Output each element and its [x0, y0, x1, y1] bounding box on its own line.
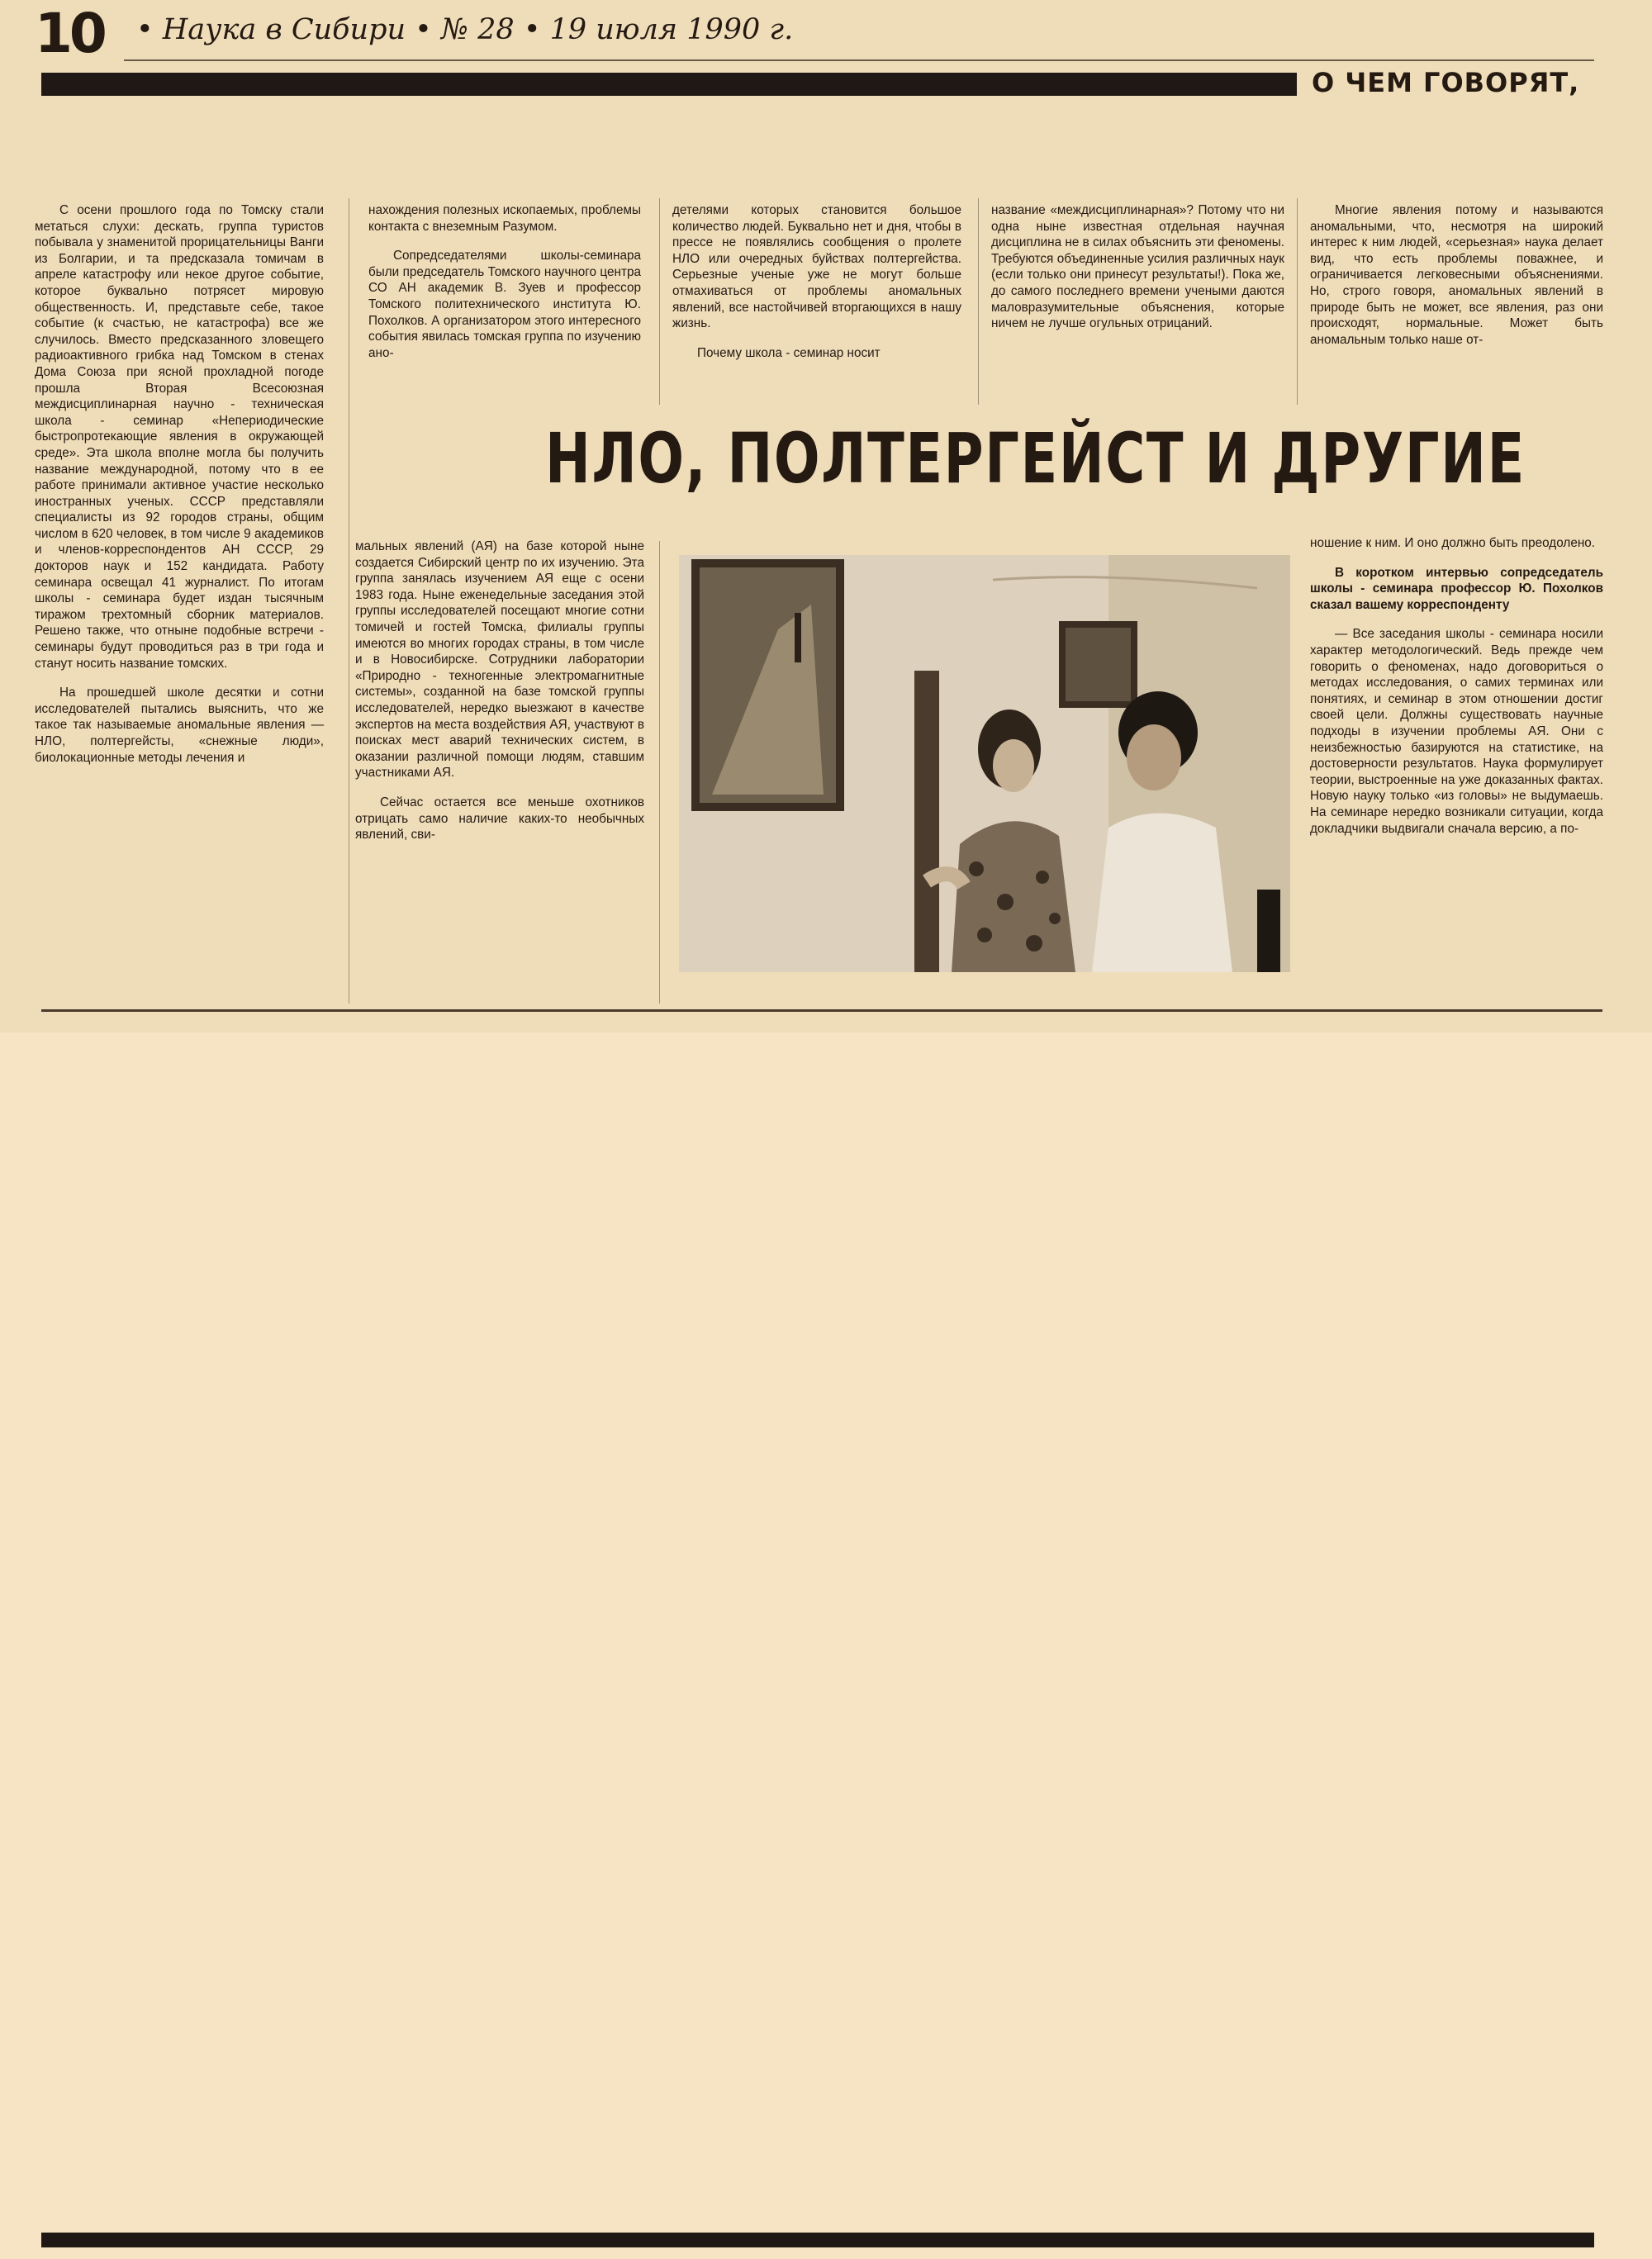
- bottom-rule: [41, 1009, 1602, 1012]
- column-divider: [978, 198, 979, 405]
- paragraph: С осени прошлого года по Томску стали метаться слухи: дескать, группа туристов побывала у знаменитой прорицательницы Ванги из Болгарии, и та предсказала томичам в апреле катастрофу или некое другое событие, которое буквально потрясет мировую общественность. И, представьте себе, такое событие (к счастью, не катастрофа) все же случилось. Вместо предсказанного зловещего радиоактивного грибка над Томском в стенах Дома Союза при ясной прохладной погоде прошла Вторая Всесоюзная междисциплинарная научно - техническая школа - семинар «Непериодические быстропротекающие явления в окружающей среде». Эта школа вполне могла бы получить название международной, потому что в ее работе принимали активное участие несколько иностранных ученых. СССР представляли специалисты из 92 городов страны, общим числом в 620 человек, в том числе 9 академиков и членов-корреспондентов АН СССР, 29 докторов наук и 152 кандидата. Работу семинара освещал 41 журналист. По итогам школы - семинара будет издан тысячным тиражом трехтомный сборник материалов. Решено также, что отныне подобные встречи - семинары будут проводиться раз в три года и станут носить название томских.: [35, 203, 324, 671]
- paragraph: Многие явления потому и называются аномальными, что, несмотря на широкий интерес к ним людей, «серьезная» наука делает вид, что есть проблемы поважнее, и ограничивается легковесными объяснениями. Но, строго говоря, аномальных явлений в природе быть не может, все явления, раз они происходят, нормальные. Может быть аномальным только наше от-: [1310, 203, 1603, 347]
- section-rubric: О ЧЕМ ГОВОРЯТ,: [1312, 67, 1580, 98]
- article-column-1: [35, 202, 324, 779]
- column-divider: [659, 198, 660, 405]
- article-column-3: [672, 202, 961, 374]
- paragraph: На прошедшей школе десятки и сотни исследователей пытались выяснить, что же такое так называемые аномальные явления — НЛО, полтергейсты, «снежные люди», биолокационные методы лечения и: [35, 686, 324, 765]
- page-number: 10: [35, 2, 104, 65]
- article-column-6: [355, 539, 644, 857]
- paragraph: нахождения полезных ископаемых, проблемы контакта с внеземным Разумом.: [368, 203, 641, 234]
- paragraph: Сейчас остается все меньше охотников отрицать само наличие каких-то необычных явлений, сви-: [355, 795, 644, 842]
- article-column-2: [368, 202, 641, 374]
- paragraph: Почему школа - семинар носит: [697, 345, 881, 360]
- interview-intro: В коротком интервью сопредседатель школы - семинара профессор Ю. Похолков сказал вашему корреспонденту: [1310, 565, 1603, 612]
- article-column-4: [991, 202, 1284, 345]
- section-bar: [41, 73, 1297, 96]
- article-photo: [679, 555, 1290, 972]
- masthead: • Наука в Сибири • № 28 • 19 июля 1990 г.: [136, 13, 794, 46]
- page-bottom-bar: [41, 2233, 1594, 2247]
- paragraph: Сопредседателями школы-семинара были председатель Томского научного центра СО АН академик В. Зуев и профессор Томского политехнического института Ю. Похолков. А организатором этого интересного события явилась томская группа по изучению ано-: [368, 249, 641, 360]
- column-divider: [659, 541, 660, 1004]
- paragraph: детелями которых становится большое количество людей. Буквально нет и дня, чтобы в прессе не появлялись сообщения о пролете НЛО или очередных буйствах полтергейства. Серьезные ученые уже не могут больше отмахиваться от проблемы аномальных явлений, все настойчивей вторгающихся в нашу жизнь.: [672, 203, 961, 331]
- article-headline: НЛО, ПОЛТЕРГЕЙСТ И ДРУГИЕ: [545, 418, 1526, 499]
- article-column-5: [1310, 202, 1603, 361]
- paragraph: мальных явлений (АЯ) на базе которой ныне создается Сибирский центр по их изучению. Эта группа занялась изучением АЯ еще с осени 1983 года. Ныне еженедельные заседания этой группы исследователей посещают многие сотни томичей и гостей Томска, филиалы группы имеются во многих городах страны, в том числе и в Новосибирске. Сотрудники лаборатории «Природно - техногенные электромагнитные системы», созданной на базе томской группы исследователей, нередко выезжают в качестве экспертов на места воздействия АЯ, участвуют в поисках мест аварий технических систем, в оказании различной помощи людям, ставшим участниками АЯ.: [355, 539, 644, 781]
- article-column-7: [1310, 535, 1603, 850]
- paragraph: — Все заседания школы - семинара носили характер методологический. Ведь прежде чем говорить о феноменах, надо договориться о методах исследования, о самих терминах или понятиях, и семинар в этом отношении достиг своей цели. Должны существовать научные подходы в изучении проблемы АЯ. Они с неизбежностью базируются на статистике, на достоверности результатов. Наука формулирует теории, выстроенные на уже доказанных фактах. Новую науку только «из головы» не выдумаешь. На семинаре нередко возникали ситуации, когда докладчики выдвигали сначала версию, а по-: [1310, 627, 1603, 836]
- paragraph: название «междисциплинарная»? Потому что ни одна ныне известная отдельная научная дисциплина не в силах объяснить эти феномены. Требуются объединенные усилия различных наук (если только они принесут результаты!). Пока же, до самого последнего времени учеными даются маловразумительные объяснения, которые ничем не лучше огульных отрицаний.: [991, 203, 1284, 331]
- top-rule: [124, 59, 1594, 61]
- paragraph: ношение к ним. И оно должно быть преодолено.: [1310, 536, 1596, 550]
- column-divider: [1297, 198, 1298, 405]
